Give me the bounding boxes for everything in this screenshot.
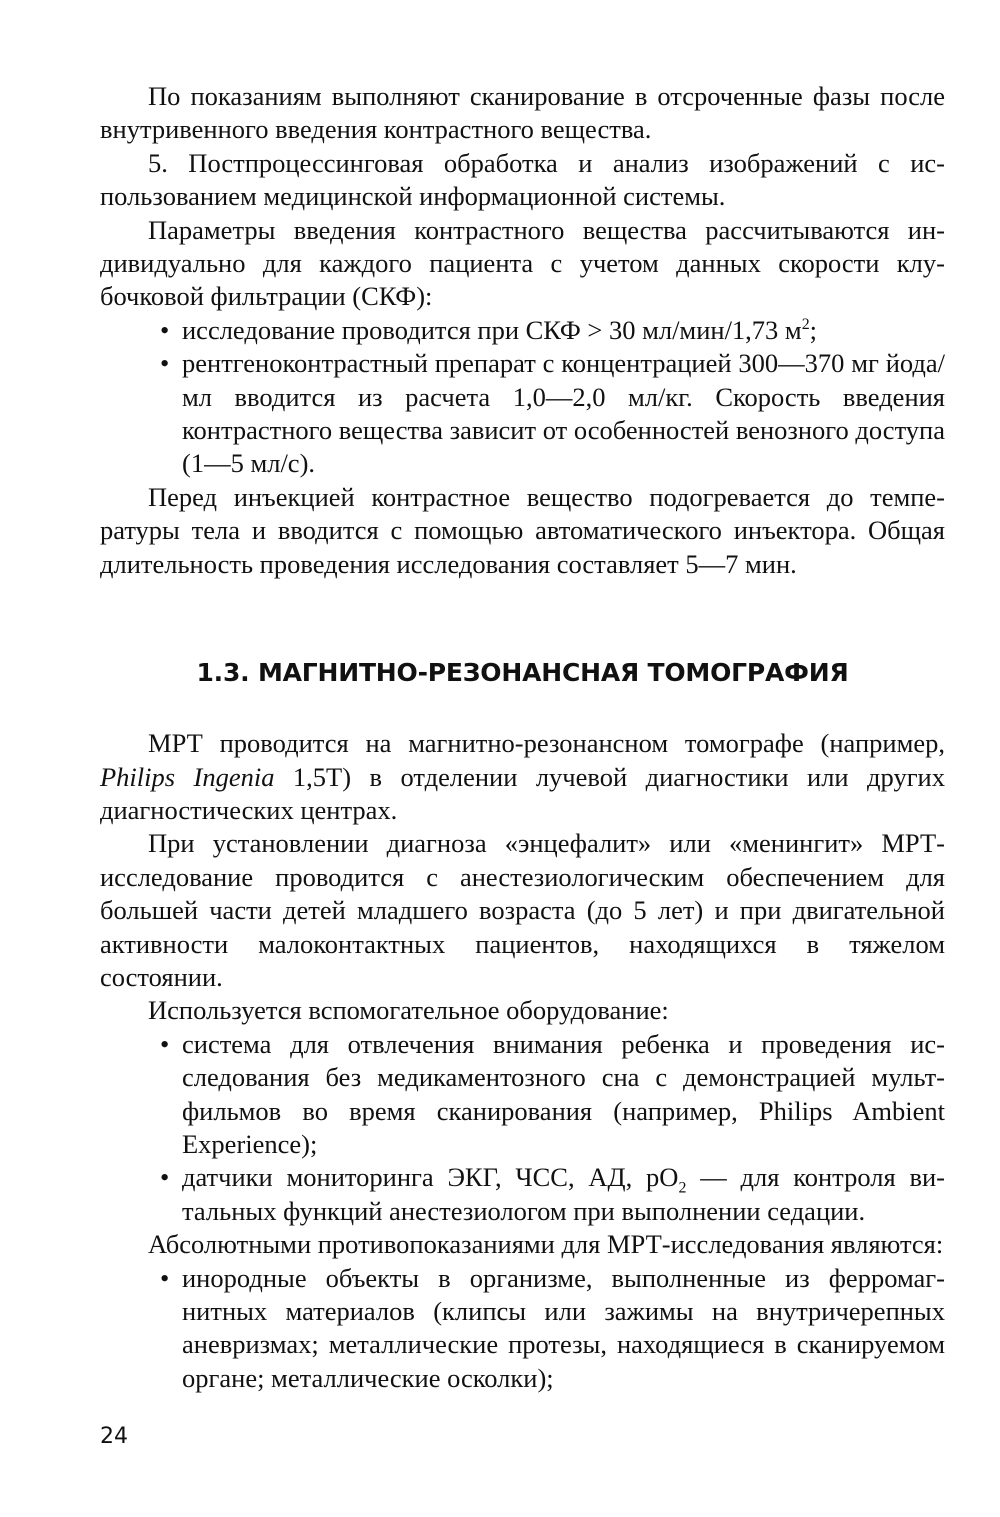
paragraph: Параметры введения контрастного вещества рассчитываются индивидуально для каждого пациента с учетом данных скорости клубочковой фильтрации (СКФ): [100, 214, 945, 312]
list-item-end: ; [809, 314, 818, 345]
text-run: МРТ проводится на магнитно-резонансном томографе (например, [148, 728, 945, 759]
paragraph: Абсолютными противопоказаниями для МРТ-исследования являются: [148, 1229, 944, 1260]
section-heading: 1.3. МАГНИТНО-РЕЗОНАНСНАЯ ТОМОГРАФИЯ [196, 658, 849, 688]
paragraph [100, 727, 945, 827]
text-run: — для контроля витальных функций анестезиологом при выполнении седации. [182, 1162, 945, 1226]
text-run: 1,5Т) в отделении лучевой диагностики или других диагностических центрах. [100, 761, 945, 825]
list-item: • система для отвлечения внимания ребенка и проведения исследования без медикаментозного сна с демонстрацией мультфильмов во время сканирования (например, Philips Ambient Experience); [182, 1028, 945, 1162]
list-item: • рентгеноконтрастный препарат с концентрацией 300—370 мг йода/мл вводится из расчета 1,0—2,0 мл/кг. Скорость введения контрастного вещества зависит от особенностей венозного доступа (1—5 мл/с). [182, 347, 945, 481]
paragraph: 5. Постпроцессинговая обработка и анализ изображений с использованием медицинской информационной системы. [100, 147, 945, 212]
bullet-list [100, 314, 945, 481]
paragraph: При установлении диагноза «энцефалит» или «менингит» МРТ-исследование проводится с анестезиологическим обеспечением для большей части детей младшего возраста (до 5 лет) и при двигательной активности малоконтактных пациентов, находящихся в тяжелом состоянии. [100, 828, 945, 992]
list-item: • инородные объекты в организме, выполненные из ферромагнитных материалов (клипсы или зажимы на внутричерепных аневризмах; металлические протезы, находящиеся в сканируемом органе; металлические осколки); [182, 1262, 945, 1396]
page-body [100, 80, 945, 1395]
bullet-list [100, 1028, 945, 1228]
text-run: датчики мониторинга ЭКГ, ЧСС, АД, pO [182, 1162, 679, 1193]
paragraph: Используется вспомогательное оборудование: [148, 995, 669, 1026]
list-item-text: исследование проводится при СКФ > 30 мл/мин/1,73 м [182, 314, 802, 345]
italic-text: Philips Ingenia [100, 761, 275, 792]
page-number: 24 [100, 1424, 128, 1449]
list-item [182, 1161, 945, 1228]
paragraph: Перед инъекцией контрастное вещество подогревается до температуры тела и вводится с помощью автоматического инъектора. Общая длительность проведения исследования составляет 5—7 мин. [100, 481, 945, 579]
subscript: 2 [678, 1179, 687, 1197]
bullet-list [100, 1262, 945, 1396]
superscript: 2 [801, 316, 810, 334]
list-item [182, 314, 945, 347]
paragraph: По показаниям выполняют сканирование в отсроченные фазы после внутривенного введения контрастного вещества. [100, 81, 945, 145]
